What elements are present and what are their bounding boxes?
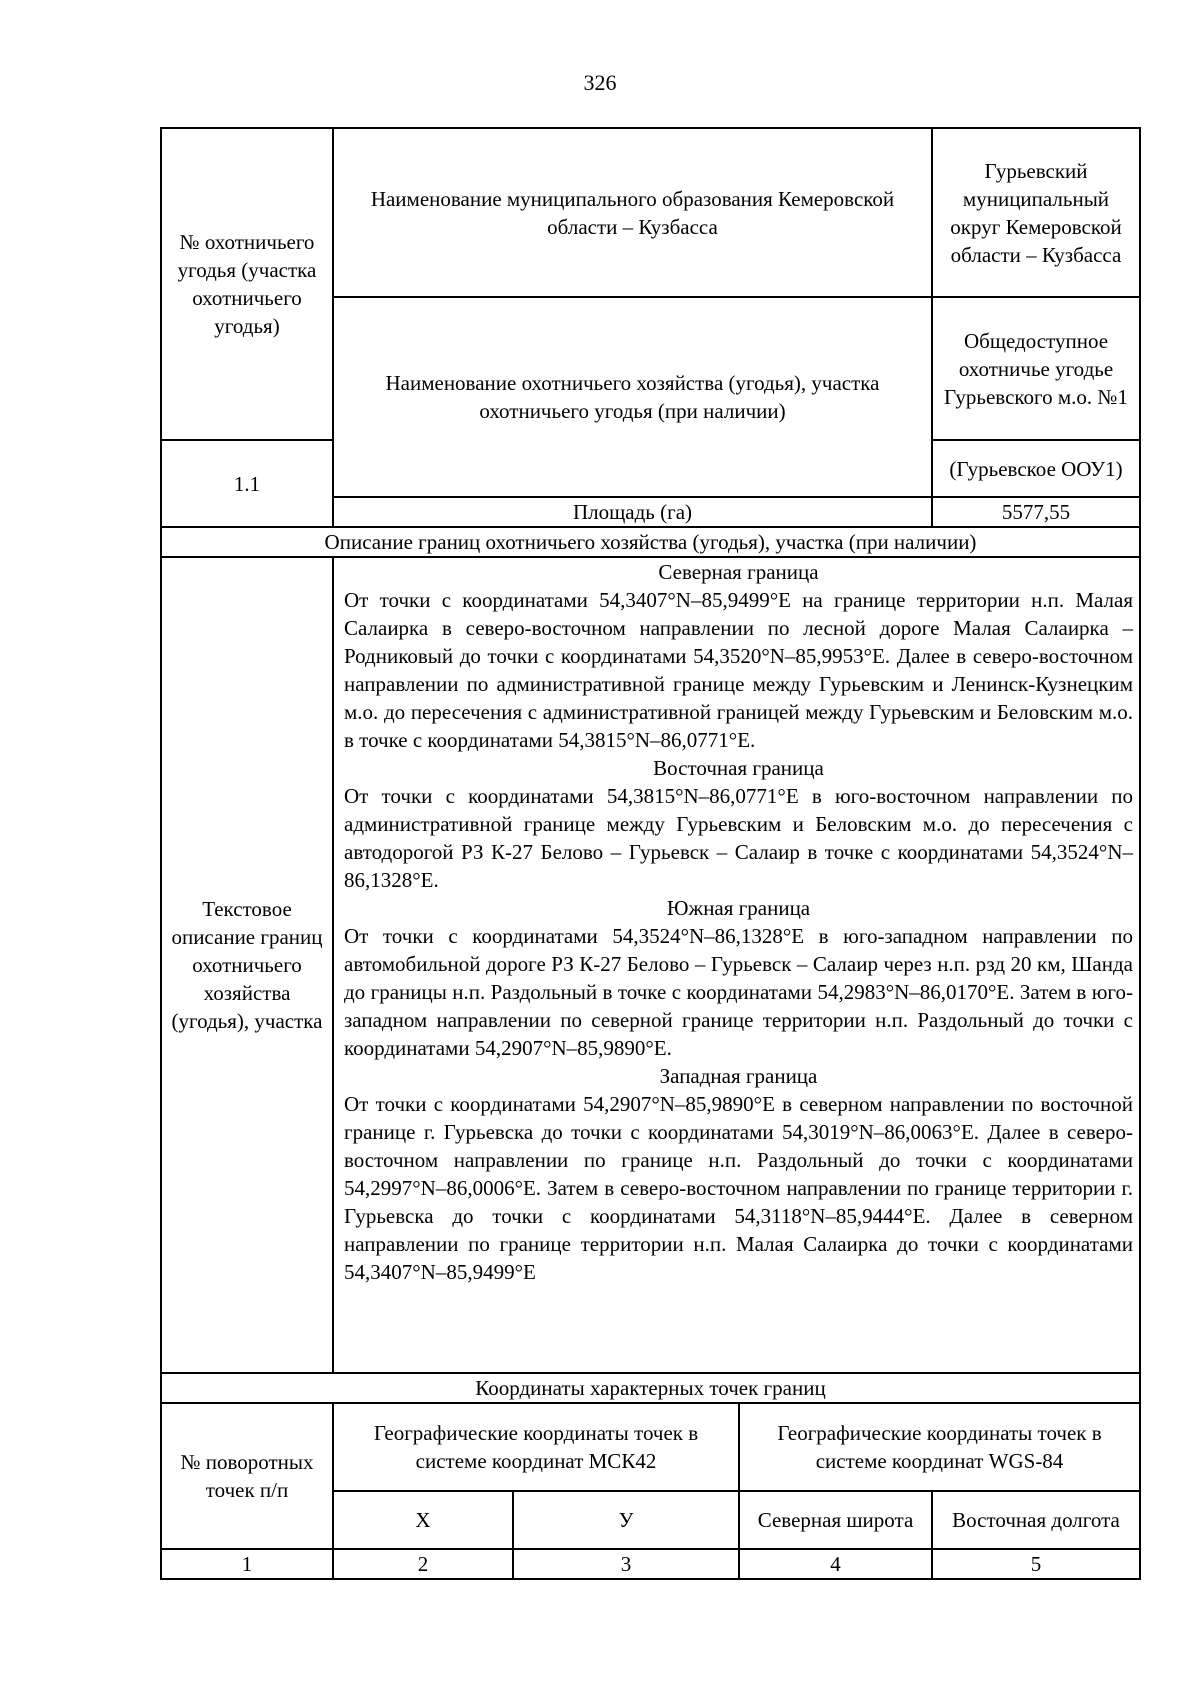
- ground-number-value: 1.1: [161, 440, 333, 527]
- col-number-1: 1: [161, 1549, 333, 1579]
- col-east-header: Восточная долгота: [932, 1491, 1140, 1549]
- col-y-header: У: [513, 1491, 739, 1549]
- hunting-ground-table: [160, 127, 1141, 1580]
- south-text: От точки с координатами 54,3524°N–86,1328°E в юго-западном направлении по автомобильной дороге РЗ К-27 Белово – Гурьевск – Салаир через н.п. рзд 20 км, Шанда до границы н.п. Раздольный в точке с координатами 54,2983°N–86,0170°E. Затем в юго-западном направлении по северной границе территории н.п. Раздольный до точки с координатами 54,2907°N–85,9890°E.: [344, 924, 1133, 1060]
- area-value: 5577,55: [932, 497, 1140, 527]
- col-x-header: Х: [333, 1491, 513, 1549]
- boundaries-text: [333, 557, 1140, 1373]
- boundaries-section-title: Описание границ охотничьего хозяйства (угодья), участка (при наличии): [161, 527, 1140, 557]
- points-number-label: № поворотных точек п/п: [161, 1403, 333, 1549]
- col-number-3: 3: [513, 1549, 739, 1579]
- hunting-name-value: Общедоступное охотничье угодье Гурьевского м.о. №1: [932, 297, 1140, 440]
- west-text: От точки с координатами 54,2907°N–85,9890°E в северном направлении по восточной границе г. Гурьевска до точки с координатами 54,3019°N–86,0063°E. Далее в северо-восточном направлении по границе н.п. Раздольный до точки с координатами 54,2997°N–86,0006°E. Затем в северо-восточном направлении по границе территории г. Гурьевска до точки с координатами 54,3118°N–85,9444°E. Далее в северном направлении по границе территории н.п. Малая Салаирка до точки с координатами 54,3407°N–85,9499°E: [344, 1092, 1133, 1284]
- municipality-value: Гурьевский муниципальный округ Кемеровской области – Кузбасса: [932, 128, 1140, 297]
- area-label: Площадь (га): [333, 497, 932, 527]
- coordinates-section-title: Координаты характерных точек границ: [161, 1373, 1140, 1403]
- col-number-5: 5: [932, 1549, 1140, 1579]
- wgs84-label: Географические координаты точек в системе координат WGS-84: [739, 1403, 1140, 1491]
- msk42-label: Географические координаты точек в системе координат МСК42: [333, 1403, 739, 1491]
- page-number: 326: [583, 70, 617, 95]
- ground-number-label: № охотничьего угодья (участка охотничьего угодья): [161, 128, 333, 440]
- north-title: Северная граница: [658, 560, 819, 584]
- hunting-name-label: Наименование охотничьего хозяйства (угодья), участка охотничьего угодья (при наличии): [333, 297, 932, 497]
- municipality-label: Наименование муниципального образования Кемеровской области – Кузбасса: [333, 128, 932, 297]
- west-title: Западная граница: [659, 1064, 818, 1088]
- north-text: От точки с координатами 54,3407°N–85,9499°E на границе территории н.п. Малая Салаирка в северо-восточном направлении по лесной дороге Малая Салаирка – Родниковый до точки с координатами 54,3520°N–85,9953°E. Далее в северо-восточном направлении по административной границе между Гурьевским и Ленинск-Кузнецким м.о. до пересечения с административной границей между Гурьевским и Беловским м.о. в точке с координатами 54,3815°N–86,0771°E.: [344, 588, 1133, 752]
- east-title: Восточная граница: [653, 756, 824, 780]
- east-text: От точки с координатами 54,3815°N–86,0771°E в юго-восточном направлении по административной границе между Гурьевским и Беловским м.о. до пересечения с автодорогой РЗ К-27 Белово – Гурьевск – Салаир в точке с координатами 54,3524°N–86,1328°E.: [344, 784, 1133, 892]
- col-north-header: Северная широта: [739, 1491, 932, 1549]
- col-number-2: 2: [333, 1549, 513, 1579]
- col-number-4: 4: [739, 1549, 932, 1579]
- boundaries-left-label: Текстовое описание границ охотничьего хозяйства (угодья), участка: [161, 557, 333, 1373]
- south-title: Южная граница: [666, 896, 811, 920]
- hunting-name-short: (Гурьевское ООУ1): [932, 440, 1140, 497]
